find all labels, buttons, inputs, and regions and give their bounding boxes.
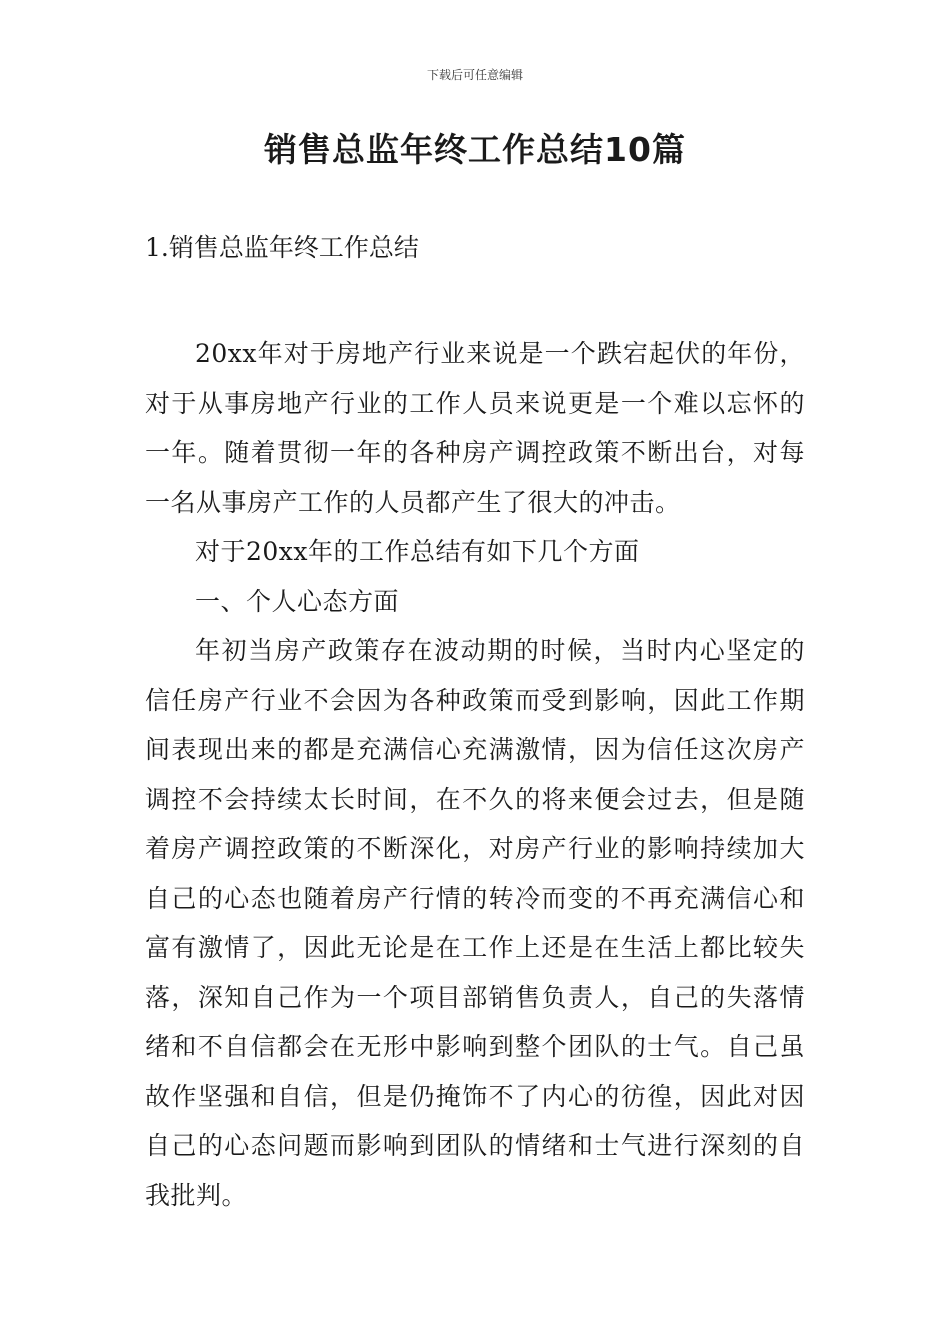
body-text [145, 329, 805, 1220]
paragraph: 20xx年对于房地产行业来说是一个跌宕起伏的年份，对于从事房地产行业的工作人员来说更是一个难以忘怀的一年。随着贯彻一年的各种房产调控政策不断出台，对每一名从事房产工作的人员都产生了很大的冲击。 [145, 339, 805, 517]
paragraph: 年初当房产政策存在波动期的时候，当时内心坚定的信任房产行业不会因为各种政策而受到影响，因此工作期间表现出来的都是充满信心充满激情，因为信任这次房产调控不会持续太长时间，在不久的将来便会过去，但是随着房产调控政策的不断深化，对房产行业的影响持续加大自己的心态也随着房产行情的转冷而变的不再充满信心和富有激情了，因此无论是在工作上还是在生活上都比较失落，深知自己作为一个项目部销售负责人，自己的失落情绪和不自信都会在无形中影响到整个团队的士气。自己虽故作坚强和自信，但是仍掩饰不了内心的彷徨，因此对因自己的心态问题而影响到团队的情绪和士气进行深刻的自我批判。 [145, 636, 805, 1210]
paragraph: 对于20xx年的工作总结有如下几个方面 [195, 537, 640, 566]
document-title: 销售总监年终工作总结10篇 [264, 130, 686, 169]
header-note: 下载后可任意编辑 [426, 68, 523, 82]
paragraph: 一、个人心态方面 [195, 586, 400, 616]
section-heading: 1.销售总监年终工作总结 [145, 233, 419, 262]
